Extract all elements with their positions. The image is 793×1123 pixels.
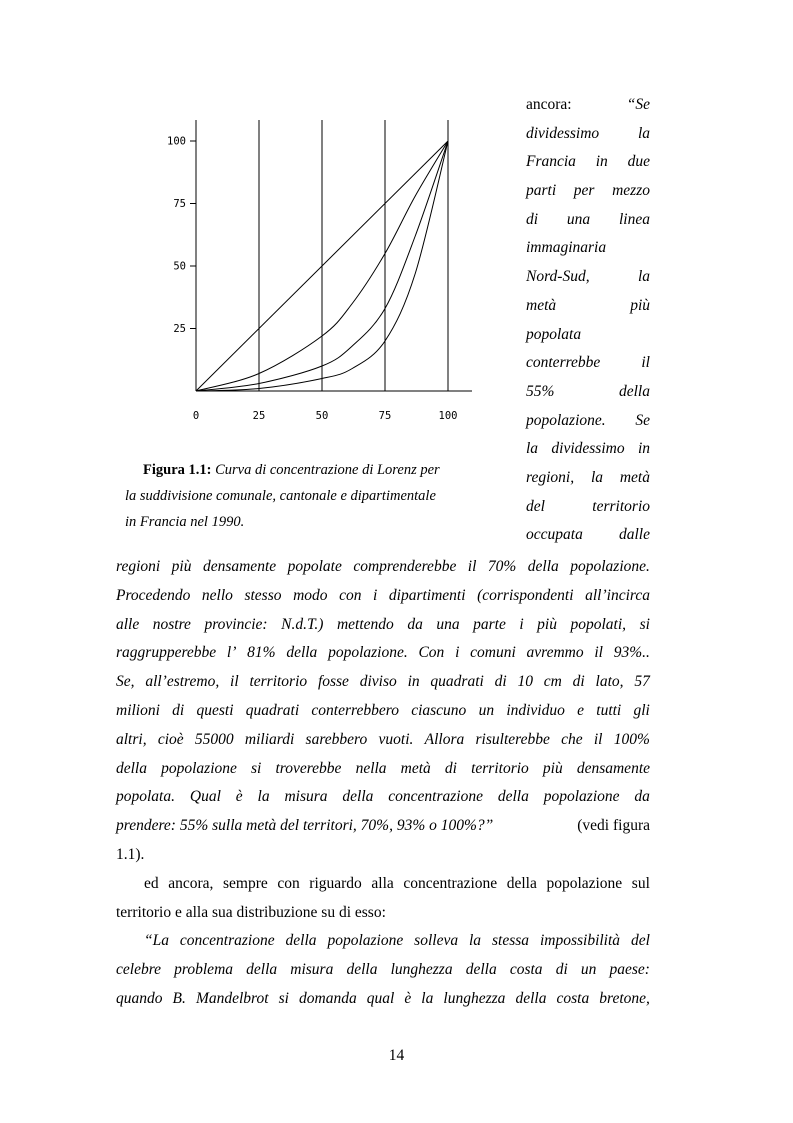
word: “Se bbox=[626, 96, 650, 113]
word: tutti bbox=[596, 701, 622, 719]
word: che bbox=[561, 730, 583, 748]
word: i bbox=[373, 586, 378, 604]
caption-line: in Francia nel 1990. bbox=[125, 514, 245, 530]
word: altri, bbox=[116, 730, 147, 748]
word: solleva bbox=[414, 932, 459, 950]
word: in bbox=[595, 153, 608, 171]
word: regioni bbox=[116, 558, 161, 575]
word: sempre bbox=[222, 874, 268, 892]
word: conterrebbero bbox=[311, 701, 399, 719]
word: Francia bbox=[526, 153, 576, 171]
word: un bbox=[580, 961, 597, 979]
side-text-line bbox=[526, 521, 650, 550]
word: diviso bbox=[359, 673, 397, 691]
word: due bbox=[627, 153, 650, 171]
word: territorio bbox=[471, 759, 529, 777]
word: di bbox=[555, 961, 568, 979]
word: concentrazione bbox=[388, 788, 483, 806]
side-text-line bbox=[526, 148, 650, 177]
word: cm bbox=[543, 673, 562, 691]
word: individuo bbox=[506, 701, 565, 719]
word: di bbox=[572, 673, 585, 691]
word: nella bbox=[355, 759, 387, 777]
word: da bbox=[634, 788, 650, 806]
word: lunghezza bbox=[390, 961, 453, 979]
word: con bbox=[277, 874, 300, 892]
side-text-line bbox=[526, 206, 650, 235]
word: misura bbox=[290, 961, 334, 979]
word: della bbox=[497, 788, 529, 806]
word: Nord-Sud, bbox=[526, 268, 590, 286]
word: il bbox=[641, 354, 650, 372]
word: popolata. bbox=[116, 788, 175, 806]
word: in bbox=[407, 673, 420, 691]
side-text-line bbox=[526, 464, 650, 493]
word: del bbox=[526, 497, 545, 515]
word: si bbox=[639, 615, 650, 633]
word: dividessimo bbox=[551, 440, 625, 458]
word: quando bbox=[116, 989, 163, 1007]
word: popolazione. bbox=[328, 644, 408, 662]
word: ancora, bbox=[168, 874, 214, 892]
paragraph-start: ed bbox=[144, 874, 159, 892]
word: comuni bbox=[470, 644, 516, 662]
word: (corrispondenti bbox=[477, 586, 574, 604]
text-line bbox=[116, 812, 650, 841]
word: di bbox=[494, 673, 507, 691]
word: lunghezza bbox=[443, 989, 506, 1007]
word: della bbox=[346, 961, 378, 979]
x-tick-label: 75 bbox=[378, 410, 392, 422]
word: la bbox=[257, 788, 270, 806]
word: popolata bbox=[526, 325, 582, 343]
text-line: territorio e alla sua distribuzione su di esso: bbox=[116, 903, 386, 921]
word: di bbox=[526, 210, 539, 228]
figure-reference: (vedi figura bbox=[577, 817, 650, 835]
word: celebre bbox=[116, 961, 162, 979]
word: N.d.T.) bbox=[281, 615, 324, 633]
word: paese: bbox=[609, 961, 650, 979]
word: occupata bbox=[526, 526, 583, 544]
word: territorio bbox=[592, 497, 650, 515]
word: mettendo bbox=[336, 615, 394, 633]
word: della bbox=[515, 989, 547, 1007]
side-text-line bbox=[526, 349, 650, 378]
word: regioni, bbox=[526, 468, 575, 486]
word: ciascuno bbox=[411, 701, 467, 719]
word: fosse bbox=[317, 673, 349, 691]
word: 93%.. bbox=[613, 644, 650, 662]
word: 55000 bbox=[194, 730, 234, 748]
y-tick-label: 75 bbox=[173, 198, 186, 210]
word: vuoti. bbox=[378, 730, 414, 748]
text-line bbox=[116, 870, 650, 899]
text-line bbox=[116, 985, 650, 1014]
word: la bbox=[421, 989, 434, 1007]
y-tick-label: 100 bbox=[167, 135, 186, 148]
word: Se bbox=[635, 411, 650, 429]
word: si bbox=[278, 989, 289, 1007]
word: miliardi bbox=[244, 730, 295, 748]
x-tick-label: 25 bbox=[252, 410, 266, 422]
word: sul bbox=[631, 874, 650, 892]
word: Mandelbrot bbox=[195, 989, 269, 1007]
word: in bbox=[637, 440, 650, 458]
text-line bbox=[116, 956, 650, 985]
y-tick-label: 50 bbox=[173, 260, 186, 273]
word: mezzo bbox=[612, 182, 650, 200]
word: si bbox=[251, 759, 262, 777]
word: 55% bbox=[526, 382, 555, 400]
word: alla bbox=[371, 874, 394, 892]
word: è bbox=[404, 989, 412, 1007]
word: nello bbox=[201, 586, 233, 604]
word: della bbox=[286, 644, 318, 662]
word: la bbox=[526, 440, 539, 458]
word: territorio bbox=[249, 673, 308, 691]
quote-end: prendere: 55% sulla metà del territori, 70%, 93% o 100%?” bbox=[116, 817, 494, 835]
body-text bbox=[116, 553, 650, 1014]
word: popolazione bbox=[327, 932, 404, 950]
text-line bbox=[116, 639, 650, 668]
word: risulterebbe bbox=[475, 730, 550, 748]
word: lato, bbox=[595, 673, 624, 691]
x-tick-label: 0 bbox=[192, 410, 200, 422]
word: Qual bbox=[189, 788, 221, 806]
word: un bbox=[478, 701, 495, 719]
word: della bbox=[342, 788, 374, 806]
word: per bbox=[573, 182, 595, 200]
text-line bbox=[116, 668, 650, 697]
word: della bbox=[285, 932, 317, 950]
word: della bbox=[619, 382, 650, 400]
word: della bbox=[116, 759, 147, 777]
word: 100% bbox=[613, 730, 650, 748]
word: 70% bbox=[487, 558, 517, 575]
word: metà bbox=[619, 468, 650, 486]
word: parti bbox=[526, 182, 557, 200]
word: concentrazione bbox=[179, 932, 275, 950]
word: il bbox=[467, 558, 477, 575]
caption-line: Curva di concentrazione di Lorenz per bbox=[215, 462, 440, 478]
word: Allora bbox=[424, 730, 465, 748]
text-line bbox=[116, 755, 650, 784]
word: immaginaria bbox=[526, 239, 607, 257]
word: dividessimo bbox=[526, 124, 600, 142]
text-line bbox=[116, 553, 650, 582]
word: è bbox=[235, 788, 243, 806]
caption-label: Figura 1.1: bbox=[143, 462, 212, 478]
side-text-line bbox=[526, 177, 650, 206]
word: con bbox=[339, 586, 362, 604]
word: il bbox=[594, 644, 603, 662]
paragraph-start: “La bbox=[144, 932, 169, 950]
word: stessa bbox=[491, 932, 530, 950]
word: popolazione bbox=[546, 874, 623, 892]
side-text-line bbox=[526, 435, 650, 464]
word: il bbox=[230, 673, 239, 691]
word: provincie: bbox=[204, 615, 268, 633]
word: più bbox=[630, 296, 650, 314]
word: nostre bbox=[152, 615, 191, 633]
word: bretone, bbox=[599, 989, 650, 1007]
side-text-line bbox=[526, 493, 650, 522]
side-text-line bbox=[526, 91, 650, 120]
figure-caption bbox=[125, 457, 477, 535]
word: una bbox=[566, 210, 591, 228]
word: il bbox=[593, 730, 603, 748]
side-text-line bbox=[526, 407, 650, 436]
word: ancora: bbox=[526, 96, 572, 113]
word: concentrazione bbox=[403, 874, 498, 892]
text-line: 1.1). bbox=[116, 845, 145, 863]
word: cioè bbox=[157, 730, 184, 748]
word: milioni bbox=[116, 701, 160, 719]
word: di bbox=[172, 701, 185, 719]
word: 57 bbox=[634, 673, 650, 691]
word: della bbox=[506, 874, 537, 892]
side-column-text bbox=[526, 91, 650, 550]
word: Procedendo bbox=[116, 586, 191, 604]
word: popolazione. bbox=[570, 558, 650, 575]
word: e bbox=[577, 701, 585, 719]
word: domanda bbox=[299, 989, 357, 1007]
word: la bbox=[637, 124, 650, 142]
word: B. bbox=[172, 989, 186, 1007]
word: alle bbox=[116, 615, 140, 633]
word: una bbox=[436, 615, 460, 633]
x-tick-label: 100 bbox=[438, 410, 458, 422]
word: costa bbox=[509, 961, 543, 979]
word: parte bbox=[473, 615, 506, 633]
word: Con bbox=[418, 644, 445, 662]
word: modo bbox=[293, 586, 328, 604]
word: riguardo bbox=[309, 874, 362, 892]
text-line bbox=[116, 726, 650, 755]
word: troverebbe bbox=[275, 759, 342, 777]
word: più bbox=[537, 615, 557, 633]
word: popolazione bbox=[161, 759, 237, 777]
word: la bbox=[590, 468, 603, 486]
word: della bbox=[246, 961, 278, 979]
word: di bbox=[444, 759, 457, 777]
word: i bbox=[519, 615, 524, 633]
word: costa bbox=[556, 989, 590, 1007]
word: all’estremo, bbox=[145, 673, 220, 691]
word: del bbox=[630, 932, 650, 950]
word: all’incirca bbox=[585, 586, 650, 604]
side-text-line bbox=[526, 234, 650, 263]
word: questi bbox=[196, 701, 234, 719]
lorenz-chart bbox=[150, 110, 480, 430]
text-line bbox=[116, 927, 650, 956]
text-line bbox=[116, 783, 650, 812]
y-tick-label: 25 bbox=[173, 323, 186, 335]
text-line bbox=[116, 697, 650, 726]
side-text-line bbox=[526, 321, 650, 350]
side-text-line bbox=[526, 120, 650, 149]
word: della bbox=[465, 961, 497, 979]
word: avremmo bbox=[526, 644, 584, 662]
word: la bbox=[637, 268, 650, 286]
word: comprenderebbe bbox=[353, 558, 457, 575]
x-tick-label: 50 bbox=[315, 410, 329, 422]
word: densamente bbox=[202, 558, 277, 575]
word: la bbox=[469, 932, 482, 950]
caption-line: la suddivisione comunale, cantonale e dipartimentale bbox=[125, 488, 436, 504]
word: popolazione. bbox=[526, 411, 606, 429]
page-number: 14 bbox=[388, 1047, 405, 1064]
word: qual bbox=[366, 989, 395, 1007]
side-text-line bbox=[526, 292, 650, 321]
word: 10 bbox=[517, 673, 533, 691]
word: l’ bbox=[226, 644, 237, 662]
word: dalle bbox=[619, 526, 650, 544]
word: 81% bbox=[247, 644, 276, 662]
word: quadrati bbox=[245, 701, 300, 719]
word: da bbox=[407, 615, 423, 633]
word: popolazione bbox=[543, 788, 620, 806]
word: raggrupperebbe bbox=[116, 644, 217, 662]
word: metà bbox=[400, 759, 431, 777]
word: popolate bbox=[287, 558, 342, 575]
word: sarebbero bbox=[305, 730, 368, 748]
side-text-line bbox=[526, 263, 650, 292]
word: gli bbox=[633, 701, 650, 719]
word: densamente bbox=[576, 759, 650, 777]
word: impossibilità bbox=[539, 932, 621, 950]
text-line bbox=[116, 611, 650, 640]
word: misura bbox=[284, 788, 328, 806]
word: Se, bbox=[116, 673, 135, 691]
text-line bbox=[116, 582, 650, 611]
word: più bbox=[171, 558, 192, 575]
word: stesso bbox=[244, 586, 282, 604]
word: metà bbox=[526, 296, 557, 314]
word: problema bbox=[174, 961, 234, 979]
word: più bbox=[542, 759, 563, 777]
word: popolati, bbox=[570, 615, 627, 633]
word: conterrebbe bbox=[526, 354, 601, 372]
lorenz-figure bbox=[150, 110, 480, 430]
word: i bbox=[455, 644, 460, 662]
word: della bbox=[527, 558, 559, 575]
word: linea bbox=[619, 210, 650, 228]
side-text-line bbox=[526, 378, 650, 407]
word: quadrati bbox=[430, 673, 484, 691]
word: dipartimenti bbox=[388, 586, 466, 604]
